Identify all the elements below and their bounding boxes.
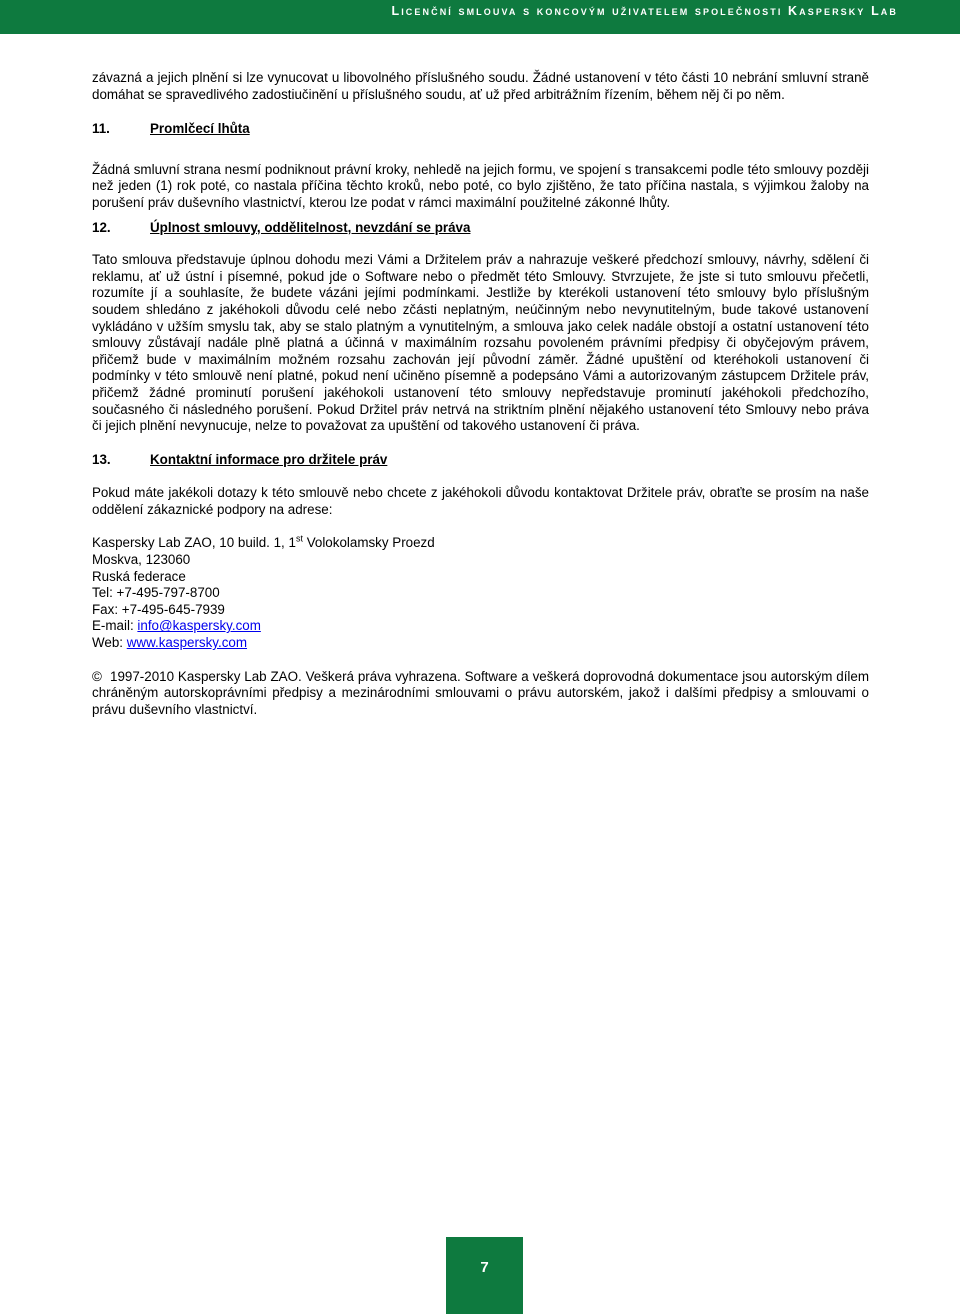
contact-address [92,535,869,552]
contact-email-line [92,618,869,635]
page-number: 7 [480,1259,489,1276]
document-header-title: Licenční smlouva s koncovým uživatelem společnosti Kaspersky Lab [391,4,898,18]
web-link[interactable]: www.kaspersky.com [126,635,248,651]
section-11-title: Promlčecí lhůta [150,121,250,137]
copyright-text: 1997-2010 Kaspersky Lab ZAO. Veškerá práva vyhrazena. Software a veškerá doprovodná dokumentace jsou autorským dílem chráněným autorskoprávními předpisy a mezinárodními smlouvami o právu autorském, jakož i dalšími předpisy a smlouvami o právu duševního vlastnictví. [92,668,869,717]
section-12-title: Úplnost smlouvy, oddělitelnost, nevzdání se práva [150,219,471,235]
section-11-number: 11. [92,121,110,137]
section-11-heading [92,121,869,138]
section-13-heading [92,452,869,469]
address-prefix: Kaspersky Lab ZAO, 10 build. 1, 1 [92,535,296,551]
header-bar [0,0,960,34]
address-suffix: Volokolamsky Proezd [302,535,435,551]
section-12-text: Tato smlouva představuje úplnou dohodu mezi Vámi a Držitelem práv a nahrazuje veškeré předchozí smlouvy, návrhy, sdělení či reklamu, ať už ústní i písemné, pokud jde o Software nebo o předmět této Smlouvy. Stvrzujete, že jste si tuto smlouvu přečetli, rozumíte jí a souhlasíte, že budete vázáni jejími podmínkami. Jestliže by kterékoli ustanovení této smlouvy bylo příslušným soudem shledáno z jakéhokoli důvodu celé nebo zčásti neplatným, neúčinným nebo nevynutitelným, bude takové ustanovení vykládáno v užším smyslu tak, aby se stalo platným a vynutitelným, a smlouva jako celek nadále obstojí a ostatní ustanovení této smlouvy zůstávají nadále plně platná a účinná v maximálním rozsahu povoleném právními předpisy či obyčejovým právem, přičemž bude v maximálním možném rozsahu zachován její původní záměr. Žádné upuštění od kteréhokoli ustanovení či podmínky v této smlouvě není platné, pokud není učiněno písemně a podepsáno Vámi a autorizovaným zástupcem Držitele práv, přičemž žádné prominutí porušení jakéhokoli ustanovení této smlouvy nepředstavuje prominutí jakéhokoli předchozího, současného či následného porušení. Pokud Držitel práv netrvá na striktním plnění nějakého ustanovení této Smlouvy nebo práva či jejich plnění nevynucuje, nelze to považovat za upuštění od takového ustanovení či práva. [92,252,869,434]
contact-fax: Fax: +7-495-645-7939 [92,601,225,617]
email-link[interactable]: info@kaspersky.com [137,618,261,634]
intro-paragraph: závazná a jejich plnění si lze vynucovat u libovolného příslušného soudu. Žádné ustanovení v této části 10 nebrání smluvní straně domáhat se spravedlivého zadostiučinění u příslušného soudu, ať už před arbitrážním řízením, během něj či po něm. [92,70,869,102]
section-11-text: Žádná smluvní strana nesmí podniknout právní kroky, nehledě na jejich formu, ve spojení s transakcemi podle této smlouvy později než jeden (1) rok poté, co nastala příčina těchto kroků, nebo poté, co bylo zjištěno, že tato příčina nastala, s výjimkou žaloby na porušení práv duševního vlastnictví, kterou lze podat v rámci maximální použitelné zákonné lhůty. [92,161,869,210]
email-label: E-mail: [92,618,138,634]
document-body [92,70,869,718]
section-13-number: 13. [92,451,111,467]
contact-web-line [92,635,869,652]
section-13-title: Kontaktní informace pro držitele práv [150,451,388,467]
copyright-paragraph [92,669,869,719]
address-sup: st [295,534,303,544]
contact-tel: Tel: +7-495-797-8700 [92,585,220,601]
section-12-heading [92,220,869,237]
web-label: Web: [92,635,127,651]
section-12-number: 12. [92,219,111,235]
contact-city: Moskva, 123060 [92,552,191,568]
contact-block [92,535,869,651]
page-number-box [446,1237,523,1314]
copyright-icon: © [92,668,102,684]
contact-country: Ruská federace [92,568,186,584]
section-13-text: Pokud máte jakékoli dotazy k této smlouvě nebo chcete z jakéhokoli důvodu kontaktovat Držitele práv, obraťte se prosím na naše oddělení zákaznické podpory na adrese: [92,485,869,517]
